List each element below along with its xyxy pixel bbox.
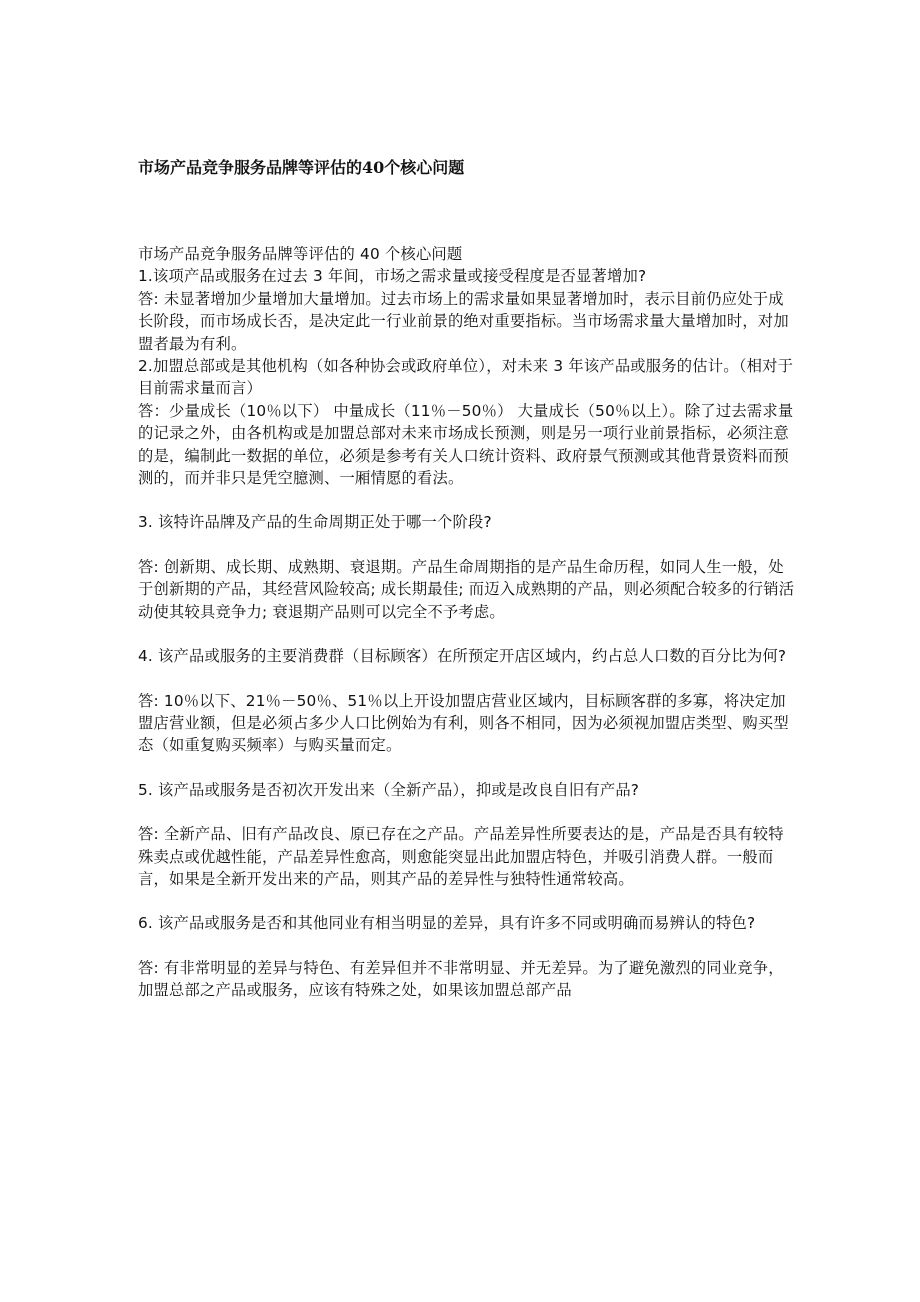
answer-3: 答: 创新期、成长期、成熟期、衰退期。产品生命周期指的是产品生命历程，如同人生一般，处于创新期的产品，其经营风险较高; 成长期最佳; 而迈入成熟期的产品，则必须配合较多的行销活动使其较具竞争力; 衰退期产品则可以完全不予考虑。 [138,557,795,621]
document-title: 市场产品竞争服务品牌等评估的40个核心问题 [138,158,465,177]
answer-6: 答: 有非常明显的差异与特色、有差异但并不非常明显、并无差异。为了避免激烈的同业竞争，加盟总部之产品或服务，应该有特殊之处，如果该加盟总部产品 [138,958,784,1000]
question-1: 1.该项产品或服务在过去 3 年间，市场之需求量或接受程度是否显著增加? [138,267,647,286]
paragraph-gap [138,668,798,690]
paragraph-gap [138,890,798,912]
answer-4: 答: 10％以下、21％－50％、51％以上开设加盟店营业区域内，目标顾客群的多寡，将决定加盟店营业额，但是必须占多少人口比例始为有利，则各不相同，因为必须视加盟店类型、购买型态（如重复购买频率）与购买量而定。 [138,691,789,755]
question-4: 4. 该产品或服务的主要消费群（目标顾客）在所预定开店区域内，约占总人口数的百分比为何? [138,647,787,666]
document-body [138,243,798,1002]
paragraph-gap [138,534,798,556]
document-subtitle: 市场产品竞争服务品牌等评估的 40 个核心问题 [138,245,463,263]
paragraph-gap [138,935,798,957]
paragraph-gap [138,623,798,645]
question-2: 2.加盟总部或是其他机构（如各种协会或政府单位），对未来 3 年该产品或服务的估计。（相对于目前需求量而言） [138,357,794,398]
question-6: 6. 该产品或服务是否和其他同业有相当明显的差异，具有许多不同或明确而易辨认的特色? [138,914,756,933]
answer-5: 答: 全新产品、旧有产品改良、原已存在之产品。产品差异性所要表达的是，产品是否具有较特殊卖点或优越性能，产品差异性愈高，则愈能突显出此加盟店特色，并吸引消费人群。一般而言，如果是全新开发出来的产品，则其产品的差异性与独特性通常较高。 [138,825,784,888]
question-3: 3. 该特许品牌及产品的生命周期正处于哪一个阶段? [138,513,492,532]
answer-1: 答: 未显著增加少量增加大量增加。过去市场上的需求量如果显著增加时，表示目前仍应处于成长阶段，而市场成长否，是决定此一行业前景的绝对重要指标。当市场需求量大量增加时，对加盟者最为有利。 [138,289,789,353]
paragraph-gap [138,801,798,823]
question-5: 5. 该产品或服务是否初次开发出来（全新产品），抑或是改良自旧有产品? [138,780,640,799]
paragraph-gap [138,757,798,779]
paragraph-gap [138,489,798,511]
answer-2: 答：少量成长（10％以下） 中量成长（11％－50％） 大量成长（50％以上）。除了过去需求量的记录之外，由各机构或是加盟总部对未来市场成长预测，则是另一项行业前景指标，必须注意的是，编制此一数据的单位，必须是参考有关人口统计资料、政府景气预测或其他背景资料而预测的，而并非只是凭空臆测、一厢情愿的看法。 [138,401,794,488]
